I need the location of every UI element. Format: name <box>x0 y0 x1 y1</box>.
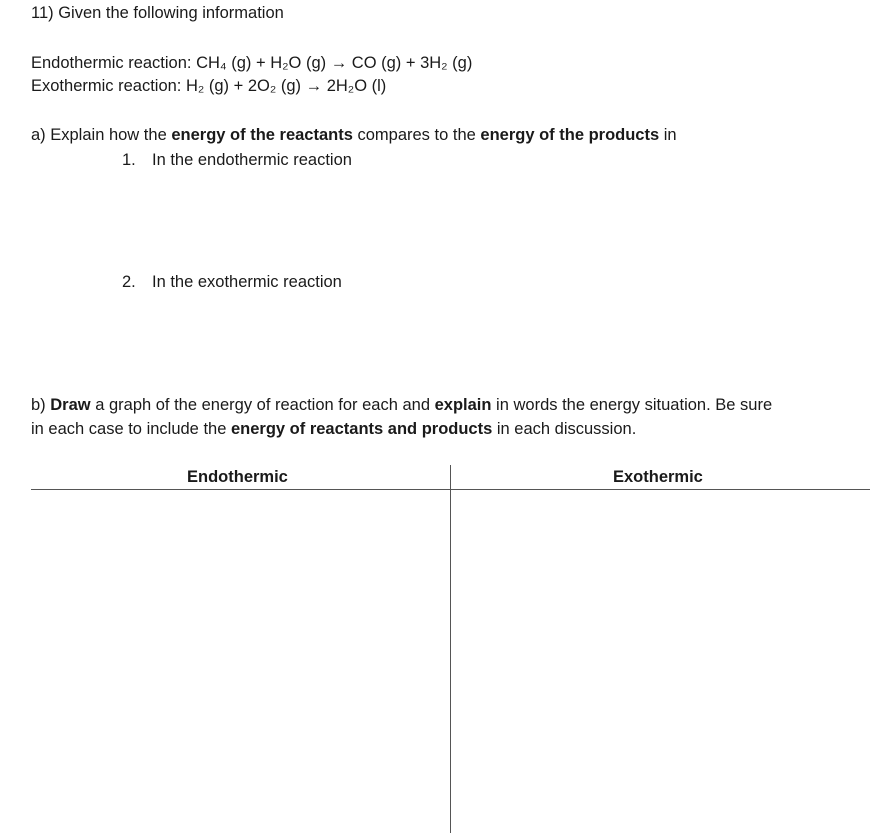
exothermic-reaction-line <box>31 76 386 96</box>
list-item-text: In the exothermic reaction <box>152 273 342 291</box>
exothermic-column-header: Exothermic <box>613 468 703 486</box>
list-item-text: In the endothermic reaction <box>152 151 352 169</box>
part-a-suffix: in <box>659 126 677 144</box>
part-b-line2-text2: in each discussion. <box>492 420 637 438</box>
part-a-bold-reactants: energy of the reactants <box>171 126 353 144</box>
endothermic-reaction-line <box>31 53 472 73</box>
list-number: 1. <box>122 151 136 169</box>
part-b-prompt-line1 <box>31 395 772 415</box>
part-a-prompt <box>31 125 677 145</box>
table-column-divider <box>450 465 451 833</box>
exothermic-label: Exothermic reaction: <box>31 77 186 95</box>
list-item-endothermic <box>122 150 352 170</box>
endothermic-label: Endothermic reaction: <box>31 54 197 72</box>
endothermic-equation: CH₄ (g) + H₂O (g) → CO (g) + 3H₂ (g) <box>196 54 473 72</box>
part-a-prefix: a) Explain how the <box>31 126 172 144</box>
part-b-line2-text1: in each case to include the <box>31 420 231 438</box>
part-b-prompt-line2 <box>31 419 636 439</box>
part-a-middle: compares to the <box>352 126 481 144</box>
part-b-bold-explain: explain <box>434 396 492 414</box>
part-b-text1: a graph of the energy of reaction for each and <box>90 396 435 414</box>
list-number: 2. <box>122 273 136 291</box>
part-a-bold-products: energy of the products <box>480 126 660 144</box>
part-b-text2: in words the energy situation. Be sure <box>491 396 773 414</box>
endothermic-column-header: Endothermic <box>187 468 288 486</box>
part-b-prefix: b) <box>31 396 51 414</box>
exothermic-equation: H₂ (g) + 2O₂ (g) → 2H₂O (l) <box>185 77 387 95</box>
list-item-exothermic <box>122 272 342 292</box>
part-b-bold-energy: energy of reactants and products <box>230 420 493 438</box>
part-b-bold-draw: Draw <box>50 396 91 414</box>
question-title: 11) Given the following information <box>31 4 284 22</box>
